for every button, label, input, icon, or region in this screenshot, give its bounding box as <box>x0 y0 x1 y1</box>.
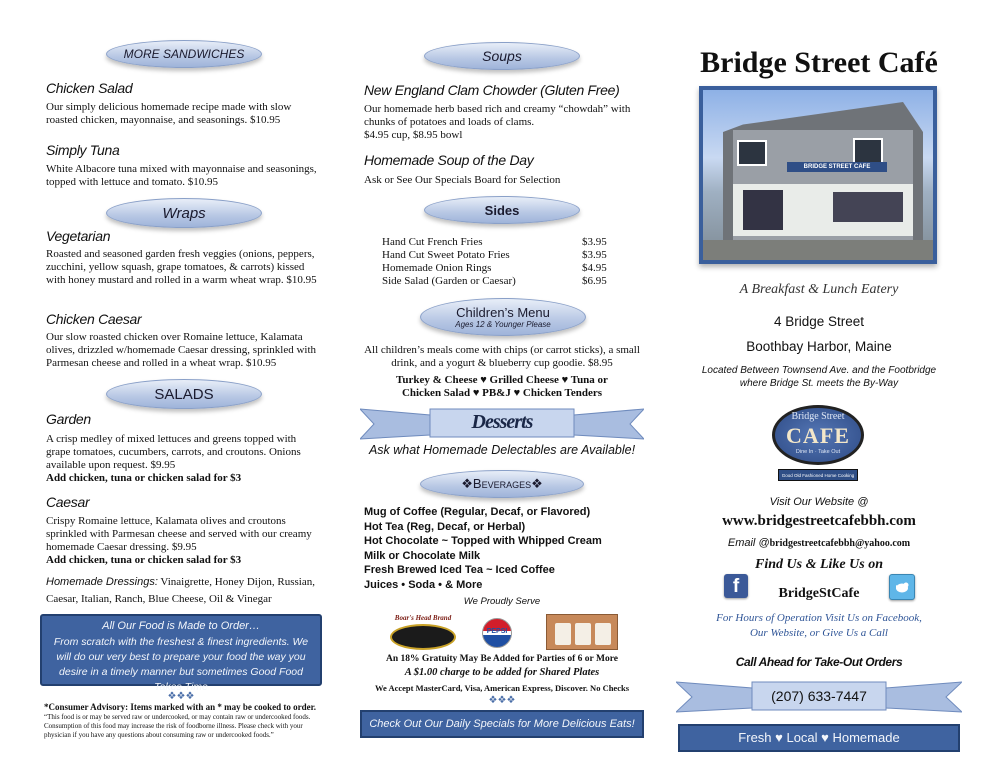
address-line-1: 4 Bridge Street <box>773 314 865 329</box>
item-description: Our slow roasted chicken over Romaine lettuce, Kalamata olives, drizzled w/homemade Caesar dressing, sprinkled with Parmesan cheese and rolled in a wheat wrap. $10.95 <box>46 331 317 369</box>
payment-note: We Accept MasterCard, Visa, American Express, Discover. No Checks <box>374 683 630 693</box>
sides-row <box>382 275 612 287</box>
email-line <box>676 537 962 549</box>
section-title: ❖Beverages❖ <box>461 476 543 491</box>
section-title: Children’s Menu <box>456 305 550 320</box>
item-price: $4.95 cup, $8.95 bowl <box>364 129 463 141</box>
item-name: Chicken Salad <box>46 80 133 96</box>
pepsi-logo <box>480 612 514 652</box>
item-description: Crispy Romaine lettuce, Kalamata olives and croutons sprinkled with Parmesan cheese and served with our creamy homemade Caesar dressing. $9.95 <box>46 515 312 553</box>
find-us-label: Find Us & Like Us on <box>755 557 883 572</box>
call-ahead-label: Call Ahead for Take-Out Orders <box>735 655 903 669</box>
facebook-icon[interactable]: f <box>724 574 748 598</box>
location-line-2: where Bridge St. meets the By-Way <box>739 378 899 389</box>
beverage-item: Milk or Chocolate Milk <box>364 549 481 562</box>
item-description: A crisp medley of mixed lettuces and greens topped with grape tomatoes, cucumbers, carrots, and croutons. Onions available upon request. $9.95 <box>46 433 301 471</box>
cafe-logo <box>768 403 868 485</box>
email-label: Email @ <box>727 537 770 549</box>
side-name: Side Salad (Garden or Caesar) <box>382 275 516 287</box>
website-link[interactable]: www.bridgestreetcafebbh.com <box>722 513 916 529</box>
pepsi-text: PEPSI <box>486 628 508 635</box>
shared-plate-note: A $1.00 charge to be added for Shared Plates <box>404 667 600 678</box>
kids-items-line-2: Chicken Salad ♥ PB&J ♥ Chicken Tenders <box>401 387 603 399</box>
menu-column-sandwiches <box>40 0 322 773</box>
beverage-item: Mug of Coffee (Regular, Decaf, or Flavored) <box>364 506 591 518</box>
item-name: Chicken Caesar <box>46 311 142 327</box>
side-price: $6.95 <box>582 275 607 287</box>
boars-head-logo <box>384 614 462 652</box>
item-description: Roasted and seasoned garden fresh veggies (onions, peppers, zucchini, yellow squash, grape tomatoes, & carrots) kissed with honey mustard and rolled in a warm wheat wrap. $10.95 <box>46 248 317 286</box>
fresh-local-banner <box>678 724 960 752</box>
restaurant-title: Bridge Street Café <box>700 46 938 79</box>
section-pill-soups <box>424 42 580 70</box>
facebook-name[interactable]: BridgeStCafe <box>778 586 860 601</box>
section-title: MORE SANDWICHES <box>123 47 245 61</box>
desserts-ask: Ask what Homemade Delectables are Available! <box>368 443 636 457</box>
beverage-item: Fresh Brewed Iced Tea ~ Iced Coffee <box>364 564 555 576</box>
consumer-advisory-title: *Consumer Advisory: Items marked with an * may be cooked to order. <box>44 702 316 712</box>
location-line-1: Located Between Townsend Ave. and the Footbridge <box>701 365 937 376</box>
section-pill-beverages <box>420 470 584 498</box>
side-name: Hand Cut French Fries <box>382 236 483 248</box>
side-price: $3.95 <box>582 249 607 261</box>
address-line-2: Boothbay Harbor, Maine <box>746 339 892 354</box>
item-name: Simply Tuna <box>46 142 120 158</box>
item-addon: Add chicken, tuna or chicken salad for $3 <box>46 554 242 566</box>
diamond-divider: ❖❖❖ <box>488 695 516 706</box>
dressings-label: Homemade Dressings: <box>46 576 158 588</box>
item-description: Our simply delicious homemade recipe made with slow roasted chicken, mayonnaise, and seasonings. $10.95 <box>46 101 292 126</box>
section-pill-wraps <box>106 198 262 228</box>
section-pill-childrens-menu <box>420 298 586 336</box>
item-name: Homemade Soup of the Day <box>364 152 534 168</box>
email-link[interactable]: bridgestreetcafebbh@yahoo.com <box>769 538 911 549</box>
visit-website-label: Visit Our Website @ <box>769 496 869 508</box>
item-name: Garden <box>46 411 91 427</box>
item-description: White Albacore tuna mixed with mayonnaise and seasonings, topped with lettuce and tomato. $10.95 <box>46 163 317 188</box>
twitter-bird-icon <box>890 575 914 599</box>
beverage-item: Hot Chocolate ~ Topped with Whipped Cream <box>364 535 602 547</box>
item-name: Caesar <box>46 494 90 510</box>
side-price: $4.95 <box>582 262 607 274</box>
beverage-item: Hot Tea (Reg, Decaf, or Herbal) <box>364 520 526 533</box>
item-description: Ask or See Our Specials Board for Selection <box>364 174 561 186</box>
menu-column-soups-sides <box>360 0 644 773</box>
made-to-order-body: From scratch with the freshest & finest ingredients. We will do our very best to prepare your food the way you desire in a timely manner but sometimes Good Food Takes Time <box>53 636 309 693</box>
section-title: Wraps <box>162 204 206 222</box>
tagline: A Breakfast & Lunch Eatery <box>739 282 899 297</box>
phone-number[interactable]: (207) 633-7447 <box>771 688 867 704</box>
gratuity-note: An 18% Gratuity May Be Added for Parties of 6 or More <box>386 654 618 664</box>
proudly-serve: We Proudly Serve <box>463 596 541 607</box>
building-sign: BRIDGE STREET CAFE <box>787 162 887 172</box>
twitter-icon[interactable] <box>889 574 915 600</box>
beverage-item: Juices • Soda • & More <box>364 578 483 591</box>
kids-description: All children’s meals come with chips (or carrot sticks), a small drink, and a yogurt & blueberry cup goodie. $8.95 <box>364 344 640 369</box>
side-name: Homemade Onion Rings <box>382 262 492 274</box>
section-title: Soups <box>482 48 522 64</box>
hours-line-1: For Hours of Operation Visit Us on Facebook, <box>716 612 922 624</box>
section-title-desserts: Desserts <box>471 411 533 433</box>
side-price: $3.95 <box>582 236 607 248</box>
section-pill-more-sandwiches <box>106 40 262 68</box>
kids-items-line-1: Turkey & Cheese ♥ Grilled Cheese ♥ Tuna or <box>396 374 608 386</box>
menu-column-info <box>676 0 962 773</box>
diamond-divider: ❖❖❖ <box>167 691 195 702</box>
item-addon: Add chicken, tuna or chicken salad for $3 <box>46 472 242 484</box>
daily-specials-banner <box>360 710 644 738</box>
logo-plate-text: Good Old Fashioned Home Cooking <box>778 469 858 481</box>
logo-sub-text: Dine In · Take Out <box>795 449 841 455</box>
boars-head-text: Boar's Head Brand <box>394 614 452 622</box>
consumer-advisory-body: “This food is or may be served raw or undercooked, or may contain raw or undercooked foods. Consumption of this food may increase the risk of foodborne illness. Please check with your physician if you have any questions about consuming raw or undercooked foods.” <box>44 713 311 739</box>
section-title: SALADS <box>154 385 214 403</box>
item-name: Vegetarian <box>46 228 111 244</box>
made-to-order-title: All Our Food is Made to Order… <box>102 620 260 632</box>
sides-row <box>382 249 612 261</box>
fresh-local-text: Fresh ♥ Local ♥ Homemade <box>738 730 900 745</box>
logo-top-text: Bridge Street <box>791 411 845 422</box>
coffee-cups-image <box>546 614 618 650</box>
section-pill-salads <box>106 379 262 409</box>
section-pill-sides <box>424 196 580 224</box>
made-to-order-box <box>40 614 322 693</box>
section-subtitle: Ages 12 & Younger Please <box>455 320 551 329</box>
logo-main-text: CAFE <box>786 423 850 448</box>
sides-row <box>382 236 612 248</box>
dressings-line <box>46 574 322 608</box>
side-name: Hand Cut Sweet Potato Fries <box>382 249 510 261</box>
sides-row <box>382 262 612 274</box>
section-title: Sides <box>484 202 520 218</box>
building-photo <box>699 86 937 264</box>
dressings-list: Vinaigrette, Honey Dijon, Russian, Caesar, Italian, Ranch, Blue Cheese, Oil & Vinegar <box>46 576 315 605</box>
item-description: Our homemade herb based rich and creamy “chowdah” with chunks of potatoes and loads of clams. <box>364 103 631 128</box>
daily-specials-text: Check Out Our Daily Specials for More Delicious Eats! <box>369 718 635 730</box>
hours-line-2: Our Website, or Give Us a Call <box>749 627 888 639</box>
item-name: New England Clam Chowder (Gluten Free) <box>364 82 620 98</box>
